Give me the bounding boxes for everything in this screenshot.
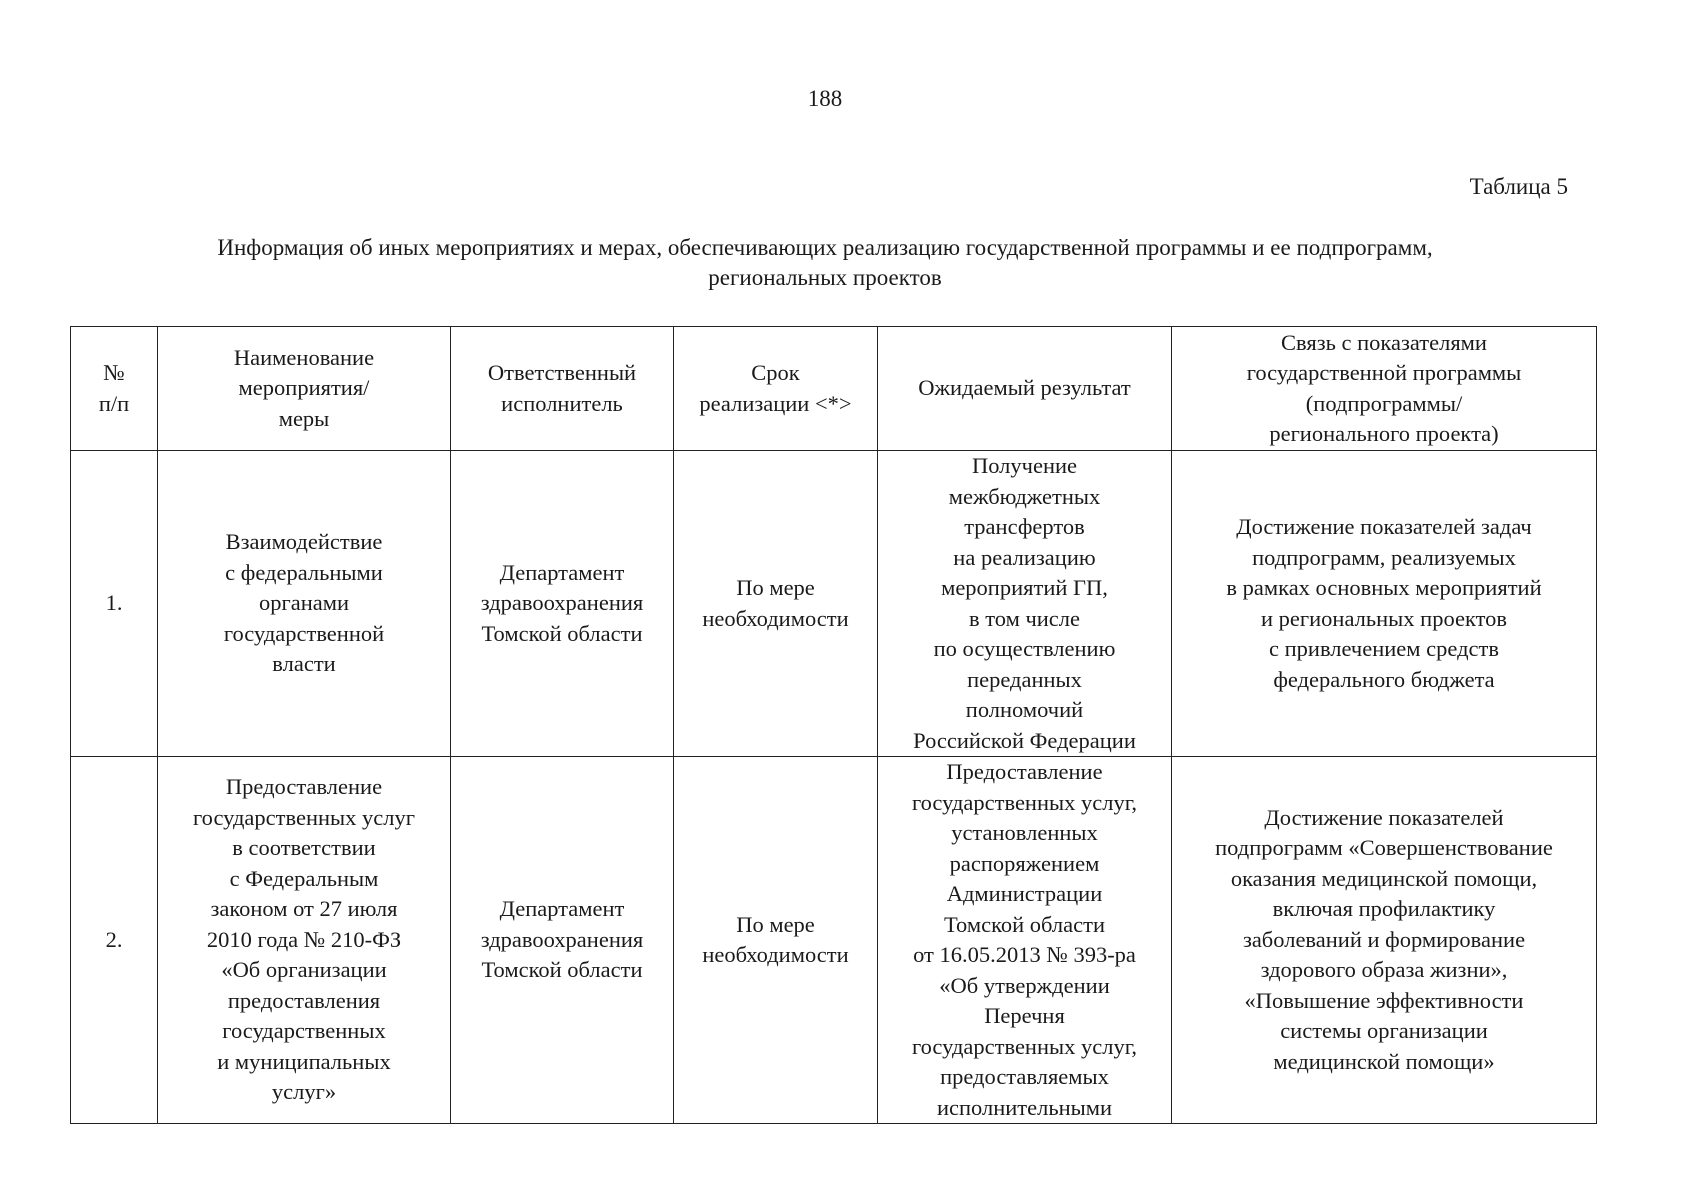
cell-term: По мере необходимости	[674, 757, 878, 1124]
document-title-line-1: Информация об иных мероприятиях и мерах, обеспечивающих реализацию государственной программы и ее подпрограмм,	[217, 235, 1433, 260]
cell-measure-name: Взаимодействие с федеральными органами государственной власти	[158, 451, 451, 757]
header-expected-result: Ожидаемый результат	[878, 327, 1172, 451]
header-term: Срок реализации <*>	[674, 327, 878, 451]
cell-expected-result: Получение межбюджетных трансфертов на реализацию мероприятий ГП, в том числе по осуществлению переданных полномочий Российской Федерации	[878, 451, 1172, 757]
cell-number: 1.	[71, 451, 158, 757]
cell-indicator-link: Достижение показателей задач подпрограмм, реализуемых в рамках основных мероприятий и региональных проектов с привлечением средств федерального бюджета	[1172, 451, 1597, 757]
document-title	[80, 233, 1570, 293]
header-indicator-link: Связь с показателями государственной программы (подпрограммы/ регионального проекта)	[1172, 327, 1597, 451]
cell-term: По мере необходимости	[674, 451, 878, 757]
table-row	[71, 451, 1597, 757]
cell-expected-result: Предоставление государственных услуг, установленных распоряжением Администрации Томской области от 16.05.2013 № 393-ра «Об утверждении Перечня государственных услуг, предоставляемых исполнительными	[878, 757, 1172, 1124]
document-title-line-2: региональных проектов	[708, 265, 942, 290]
header-number: № п/п	[71, 327, 158, 451]
cell-executor: Департамент здравоохранения Томской области	[451, 451, 674, 757]
cell-executor: Департамент здравоохранения Томской области	[451, 757, 674, 1124]
measures-table	[70, 326, 1597, 1124]
table-header-row	[71, 327, 1597, 451]
table-row	[71, 757, 1597, 1124]
table-label: Таблица 5	[1469, 174, 1568, 199]
header-executor: Ответственный исполнитель	[451, 327, 674, 451]
cell-indicator-link: Достижение показателей подпрограмм «Совершенствование оказания медицинской помощи, включая профилактику заболеваний и формирование здорового образа жизни», «Повышение эффективности системы организации медицинской помощи»	[1172, 757, 1597, 1124]
header-measure-name: Наименование мероприятия/ меры	[158, 327, 451, 451]
cell-measure-name: Предоставление государственных услуг в соответствии с Федеральным законом от 27 июля 2010 года № 210-ФЗ «Об организации предоставления государственных и муниципальных услуг»	[158, 757, 451, 1124]
page-number: 188	[807, 86, 843, 111]
cell-number: 2.	[71, 757, 158, 1124]
